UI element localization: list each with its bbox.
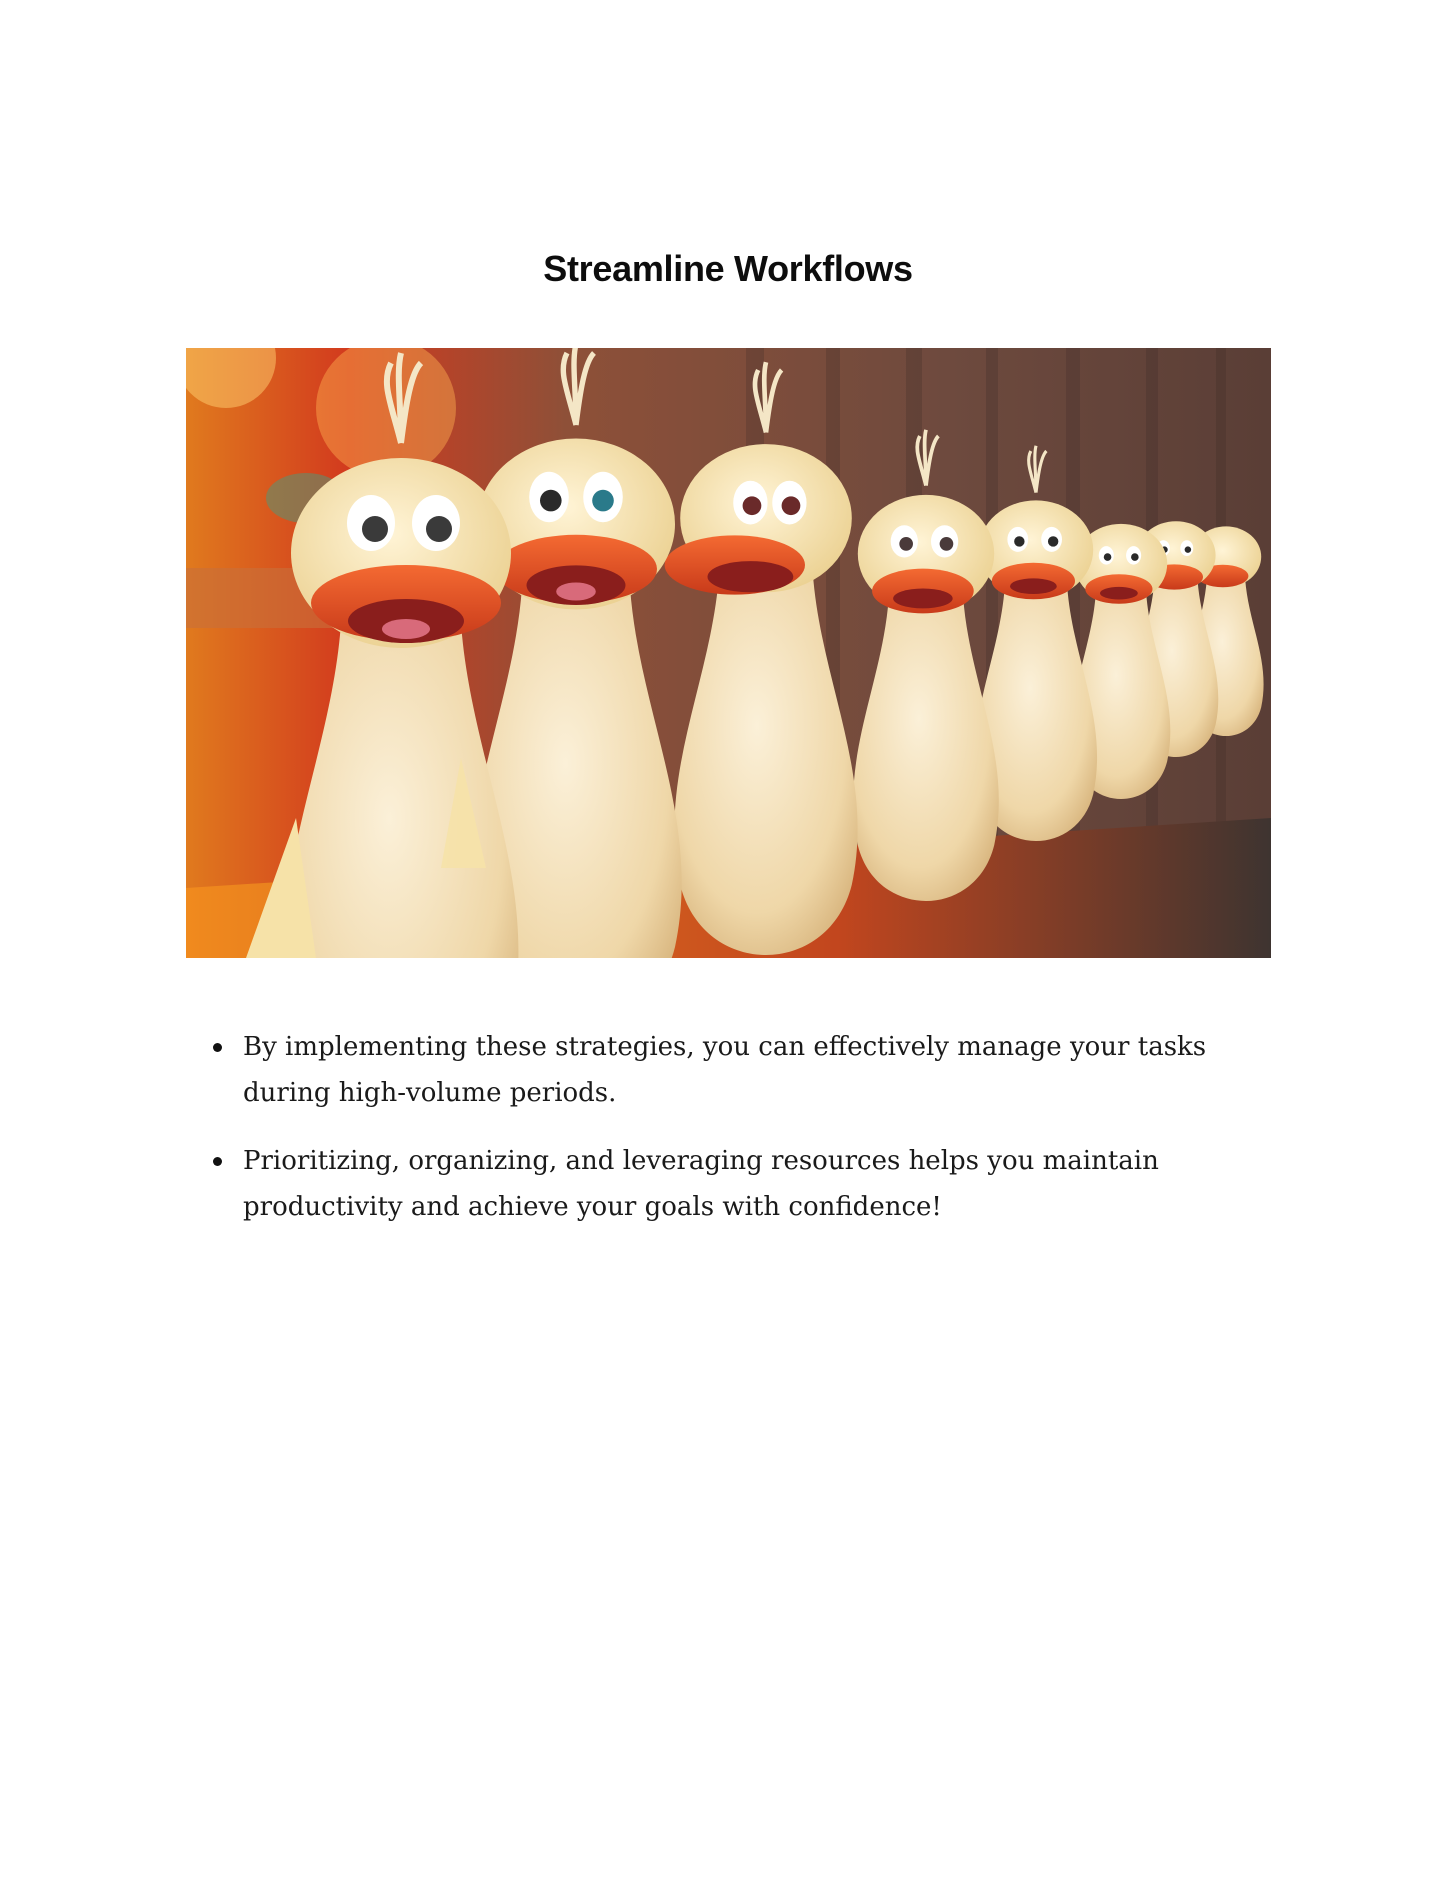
list-item [186, 1024, 1271, 1116]
bullet-dot [213, 1157, 222, 1166]
ducks-illustration [186, 348, 1271, 958]
page-title: Streamline Workflows [543, 248, 913, 289]
hero-image [186, 348, 1271, 958]
bullet-text: Prioritizing, organizing, and leveraging resources helps you maintain productivity and achieve your goals with confidence! [243, 1146, 1159, 1222]
bullet-text: By implementing these strategies, you can effectively manage your tasks during high-volume periods. [243, 1032, 1207, 1108]
bullet-list [186, 1024, 1271, 1252]
list-item [186, 1138, 1271, 1230]
bullet-dot [213, 1043, 222, 1052]
